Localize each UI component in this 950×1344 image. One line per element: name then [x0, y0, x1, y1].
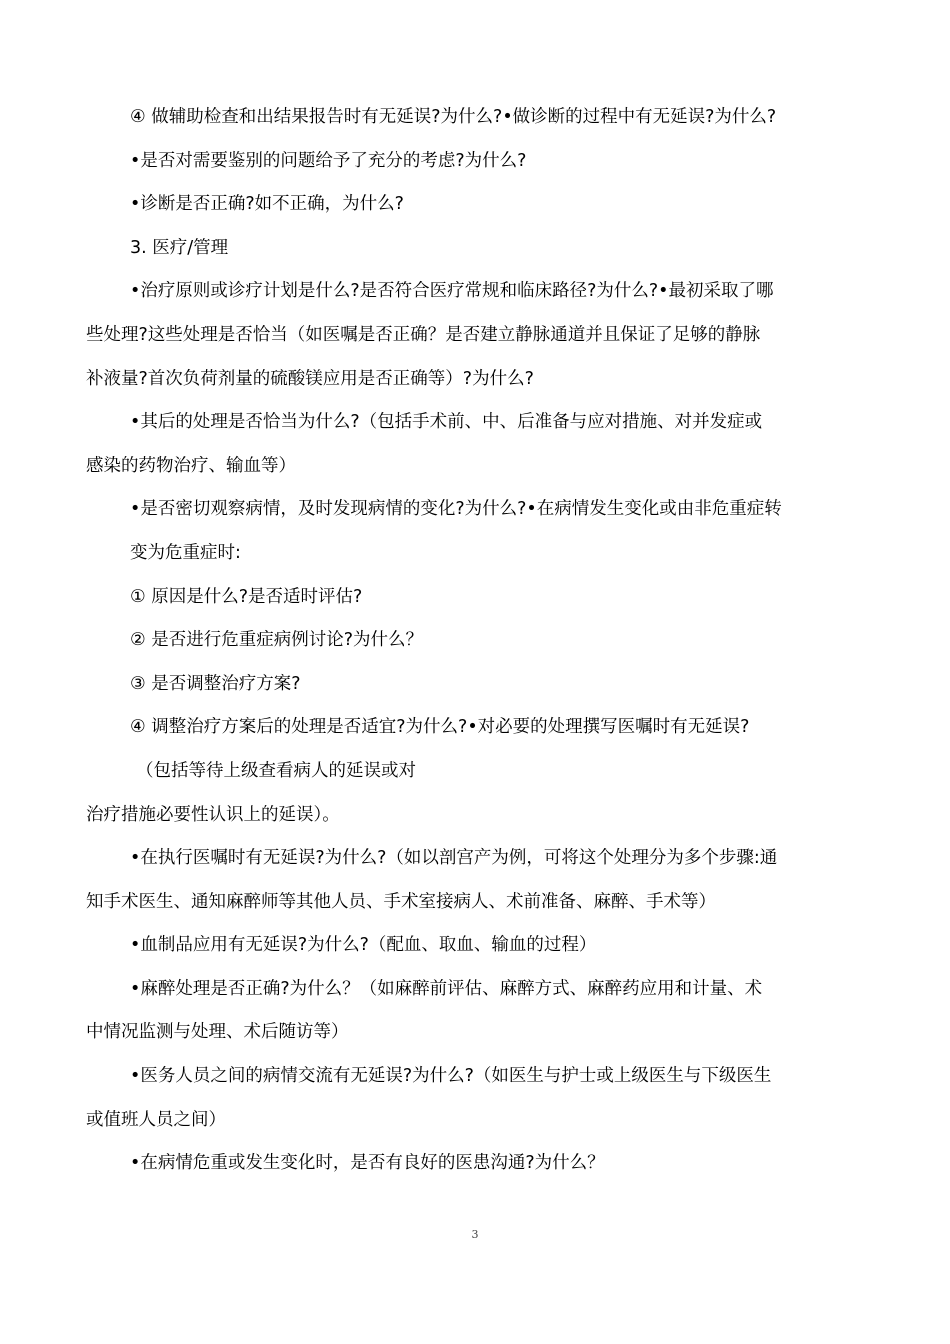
document-body: [86, 96, 876, 1186]
list-item: ① 原因是什么?是否适时评估?: [130, 586, 363, 607]
text-line: 中情况监测与处理、术后随访等）: [86, 1022, 349, 1043]
page-number: 3: [471, 1228, 479, 1241]
text-line: 补液量?首次负荷剂量的硫酸镁应用是否正确等）?为什么?: [86, 368, 534, 389]
text-line: 知手术医生、通知麻醉师等其他人员、手术室接病人、术前准备、麻醉、手术等）: [86, 891, 716, 912]
text-line: •麻醉处理是否正确?为什么？（如麻醉前评估、麻醉方式、麻醉药应用和计量、术: [130, 978, 763, 999]
text-line: 感染的药物治疗、输血等）: [86, 455, 296, 476]
text-line: •在病情危重或发生变化时，是否有良好的医患沟通?为什么？: [130, 1153, 605, 1174]
text-line: •是否对需要鉴别的问题给予了充分的考虑?为什么?: [130, 150, 527, 171]
text-line: •在执行医嘱时有无延误?为什么?（如以剖宫产为例，可将这个处理分为多个步骤:通: [130, 848, 778, 869]
text-line: •医务人员之间的病情交流有无延误?为什么?（如医生与护士或上级医生与下级医生: [130, 1066, 772, 1087]
text-line: •血制品应用有无延误?为什么?（配血、取血、输血的过程）: [130, 935, 597, 956]
list-item: ② 是否进行危重症病例讨论?为什么？: [130, 630, 424, 651]
text-line: ④ 做辅助检查和出结果报告时有无延误?为什么?•做诊断的过程中有无延误?为什么?: [130, 107, 777, 127]
section-heading: 3. 医疗/管理: [130, 237, 229, 258]
text-line: （包括等待上级查看病人的延误或对: [136, 760, 416, 781]
text-line: •其后的处理是否恰当为什么?（包括手术前、中、后准备与应对措施、对并发症或: [130, 412, 763, 433]
text-line: 变为危重症时:: [130, 542, 241, 563]
text-line: •诊断是否正确?如不正确，为什么?: [130, 194, 404, 215]
text-line: •是否密切观察病情，及时发现病情的变化?为什么?•在病情发生变化或由非危重症转: [130, 499, 782, 520]
list-item: ④ 调整治疗方案后的处理是否适宜?为什么?•对必要的处理撰写医嘱时有无延误?: [130, 717, 750, 738]
text-line: 或值班人员之间）: [86, 1109, 226, 1130]
text-line: •治疗原则或诊疗计划是什么?是否符合医疗常规和临床路径?为什么?•最初采取了哪: [130, 281, 774, 302]
text-line: 些处理?这些处理是否恰当（如医嘱是否正确？是否建立静脉通道并且保证了足够的静脉: [86, 324, 761, 345]
list-item: ③ 是否调整治疗方案?: [130, 673, 301, 694]
text-line: 治疗措施必要性认识上的延误）。: [86, 804, 340, 825]
